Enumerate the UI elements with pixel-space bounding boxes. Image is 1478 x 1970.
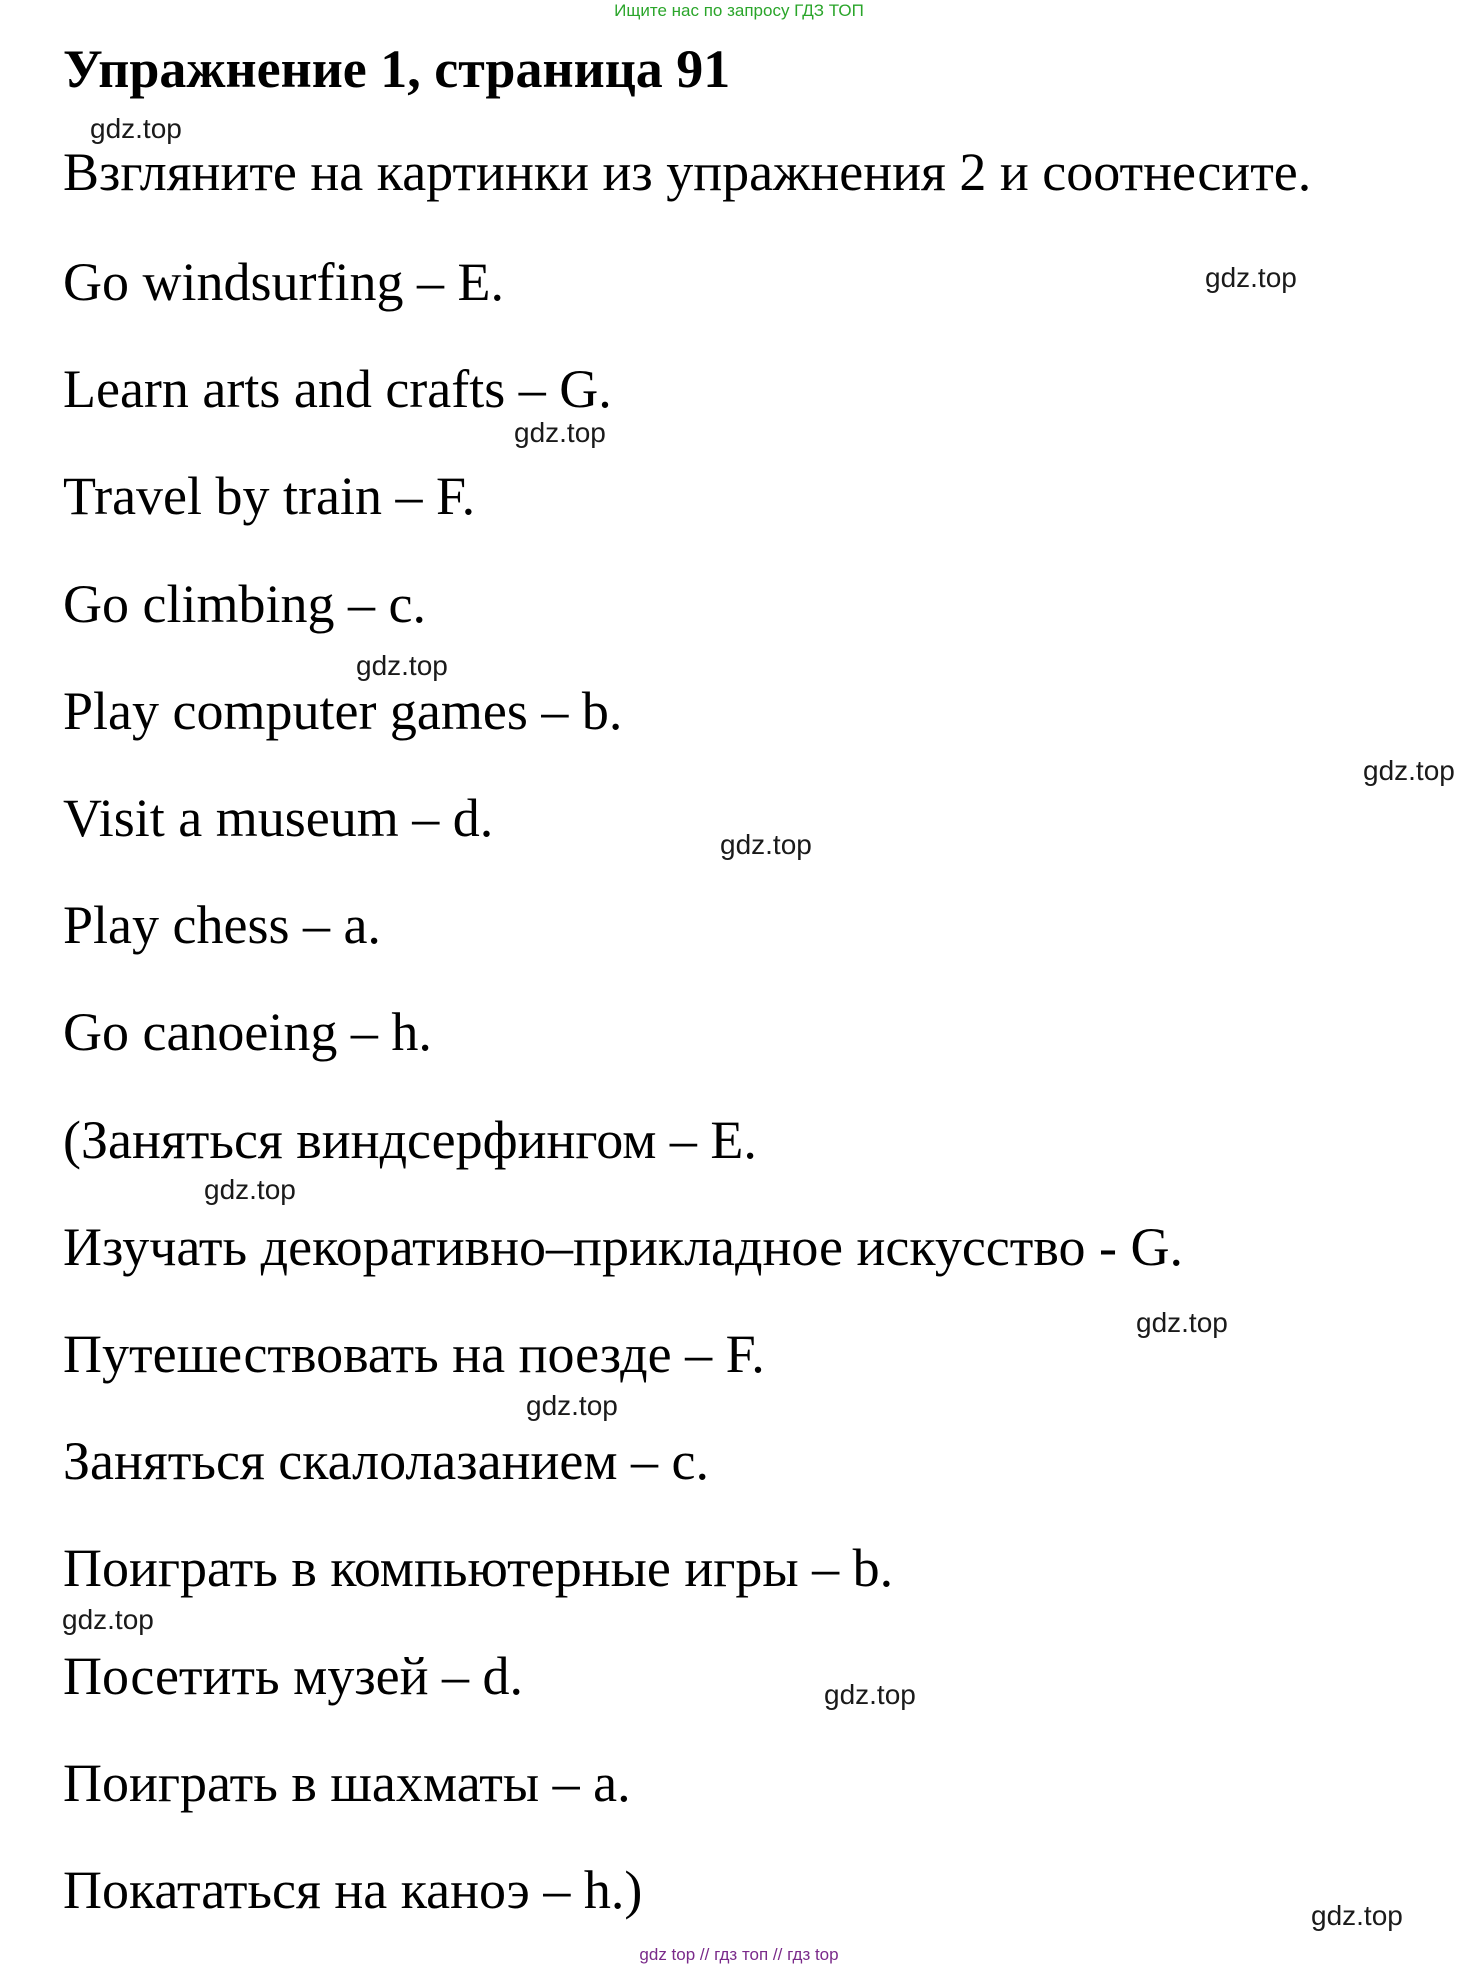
answer-line: Go canoeing – h. (63, 1002, 432, 1062)
answer-line: Play chess – a. (63, 895, 381, 955)
translation-line: Посетить музей – d. (63, 1646, 524, 1706)
translation-line: Покататься на каноэ – h.) (63, 1860, 643, 1920)
translation-line: Поиграть в компьютерные игры – b. (63, 1538, 894, 1598)
translation-line: Путешествовать на поезде – F. (63, 1324, 765, 1384)
answer-line: Go climbing – c. (63, 574, 426, 634)
watermark: gdz.top (356, 650, 448, 681)
watermark: gdz.top (1363, 755, 1455, 786)
watermark: gdz.top (526, 1390, 618, 1421)
page-title: Упражнение 1, страница 91 (63, 39, 731, 99)
answer-line: Visit a museum – d. (63, 788, 494, 848)
watermark: gdz.top (1136, 1307, 1228, 1338)
watermark: gdz.top (1311, 1900, 1403, 1931)
translation-line: Изучать декоративно–прикладное искусство - G. (63, 1217, 1183, 1277)
instruction-text: Взгляните на картинки из упражнения 2 и соотнесите. (63, 142, 1312, 202)
answer-line: Travel by train – F. (63, 466, 476, 526)
footer: gdz top // гдз топ // гдз top (639, 1945, 839, 1964)
answer-line: Go windsurfing – E. (63, 252, 504, 312)
translation-line: (Заняться виндсерфингом – E. (63, 1110, 757, 1170)
watermark: gdz.top (204, 1174, 296, 1205)
top-banner: Ищите нас по запросу ГДЗ ТОП (614, 1, 864, 20)
translation-line: Поиграть в шахматы – a. (63, 1753, 631, 1813)
watermark: gdz.top (1205, 262, 1297, 293)
watermark: gdz.top (824, 1679, 916, 1710)
watermark: gdz.top (62, 1604, 154, 1635)
watermark: gdz.top (514, 417, 606, 448)
answer-line: Play computer games – b. (63, 681, 623, 741)
watermark: gdz.top (90, 113, 182, 144)
translation-line: Заняться скалолазанием – c. (63, 1431, 709, 1491)
watermark: gdz.top (720, 829, 812, 860)
answer-line: Learn arts and crafts – G. (63, 359, 612, 419)
